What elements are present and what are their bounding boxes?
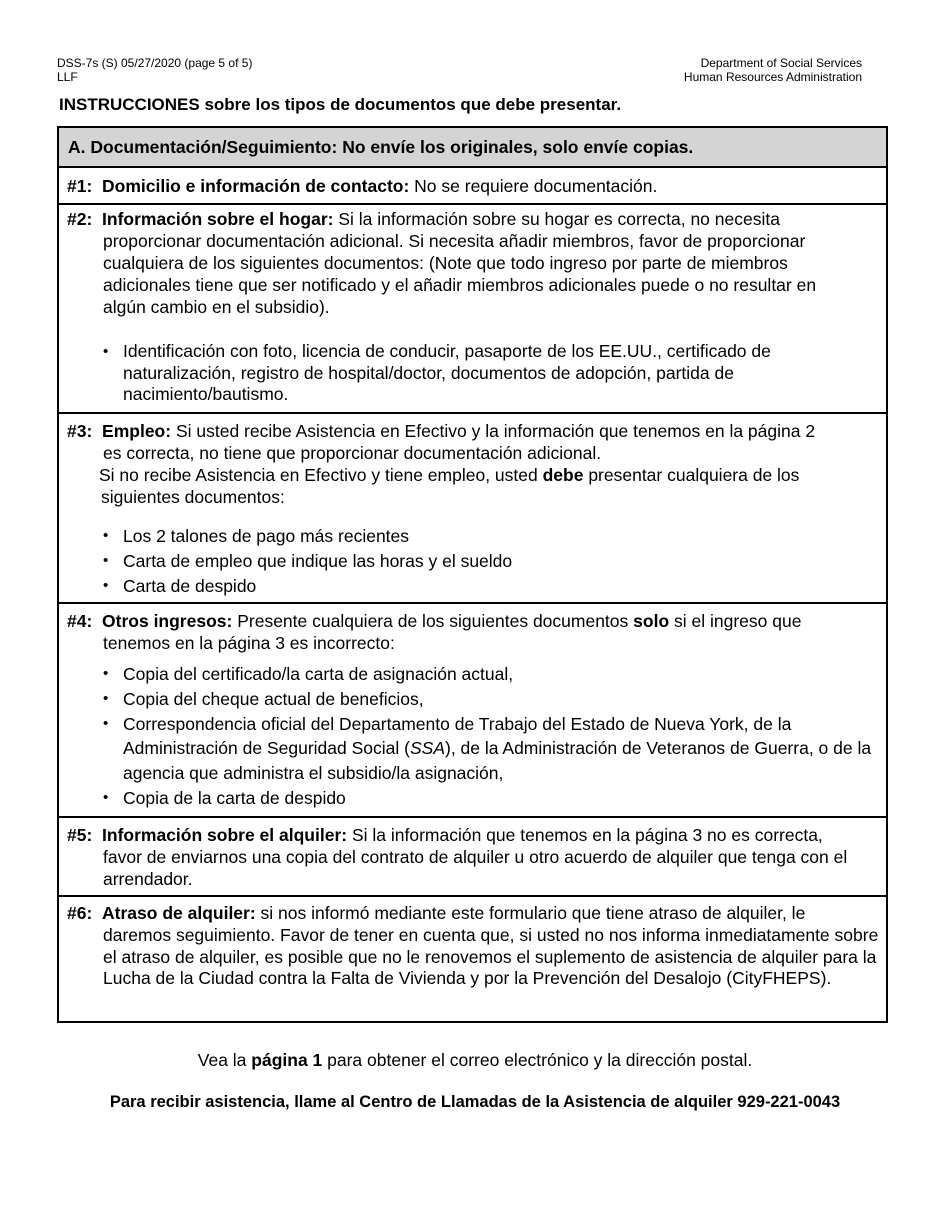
item-6-line-1 [67,903,805,925]
item-3-emphasis: debe [542,465,584,485]
footer-page-ref: página 1 [251,1050,323,1070]
form-id: DSS-7s (S) 05/27/2020 (page 5 of 5) [57,56,253,70]
item-2-text-1: Si la información sobre su hogar es correcta, no necesita [333,209,780,229]
item-2-text-5: algún cambio en el subsidio). [103,297,330,317]
item-2-line-1 [67,209,780,231]
item-3-number: #3: [67,421,93,441]
item-3-text-4: siguientes documentos: [101,487,285,507]
item-3-text-3a: Si no recibe Asistencia en Efectivo y tiene empleo, usted [99,465,543,485]
item-5-row [59,818,886,897]
list-item: • Carta de empleo que indique las horas y el sueldo [103,549,876,574]
division-name: Human Resources Administration [683,70,862,84]
item-5-label: Información sobre el alquiler: [102,825,348,845]
item-5-text-rest: favor de enviarnos una copia del contrato de alquiler u otro acuerdo de alquiler que tenga con el arrendador. [103,847,848,889]
item-3-row [59,414,886,604]
item-1-label: Domicilio e información de contacto: [102,176,410,196]
item-6-text-1: si nos informó mediante este formulario que tiene atraso de alquiler, le [255,903,806,923]
item-4-line-1 [67,611,801,633]
item-6-number: #6: [67,903,93,923]
item-1-row [59,168,886,205]
item-2-row [59,205,886,414]
list-item: • Identificación con foto, licencia de conducir, pasaporte de los EE.UU., certificado de naturalización, registro de hospital/doctor, documentos de adopción, partida de nacimiento/bautismo. [103,341,862,406]
section-a-header: A. Documentación/Seguimiento: No envíe los originales, solo envíe copias. [59,128,886,168]
item-4-bullet-3a: Correspondencia oficial del Departamento de Trabajo del Estado de Nueva York, de la Administración de Seguridad Social ( [123,713,792,759]
item-6-row [59,897,886,1021]
footer-note-c: para obtener el correo electrónico y la dirección postal. [322,1050,753,1070]
item-4-row [59,604,886,818]
item-4-text-1c: si el ingreso que [669,611,802,631]
agency-block [684,56,862,84]
item-2-text-3: cualquiera de los siguientes documentos: (Note que todo ingreso por parte de miembros [103,253,788,273]
item-4-text-2: tenemos en la página 3 es incorrecto: [103,633,395,653]
item-4-ssa: SSA [409,738,445,759]
item-1-text: No se requiere documentación. [409,176,658,196]
list-item: • Los 2 talones de pago más recientes [103,524,876,549]
list-item: • Carta de despido [103,574,876,599]
form-code: LLF [57,70,78,84]
item-3-text-3c: presentar cualquiera de los [583,465,800,485]
item-3-text-1: Si usted recibe Asistencia en Efectivo y la información que tenemos en la página 2 [171,421,816,441]
item-3-line-1 [67,421,815,443]
item-2-bullet-list [103,341,862,406]
item-4-bullet-3c: ), de la Administración de Veteranos de Guerra, o de la agencia que administra el subsidio/la asignación, [123,738,872,784]
item-4-text-1a: Presente cualquiera de los siguientes documentos [232,611,634,631]
item-5-number: #5: [67,825,93,845]
documents-table [57,126,888,1023]
item-3-text-2: es correcta, no tiene que proporcionar documentación adicional. [103,443,602,463]
item-4-emphasis: solo [633,611,670,631]
item-3-text-3 [99,465,878,487]
item-6-text-rest: daremos seguimiento. Favor de tener en cuenta que, si usted no nos informa inmediatamente sobre el atraso de alquiler, es posible que no le renovemos el suplemento de asistencia de alquiler para la Lucha de la Ciudad contra la Falta de Vivienda y por la Prevención del Desalojo (CityFHEPS). [103,925,879,989]
item-5-text-1: Si la información que tenemos en la página 3 no es correcta, [347,825,823,845]
item-1-number: #1: [67,176,93,196]
list-item: • Copia de la carta de despido [103,786,874,811]
footer-note [0,1050,950,1071]
item-4-bullet-list [103,662,874,811]
list-item: • Copia del certificado/la carta de asignación actual, [103,662,874,687]
item-2-label: Información sobre el hogar: [102,209,334,229]
item-2-number: #2: [67,209,93,229]
footer-note-a: Vea la [197,1050,252,1070]
item-2-text-2: proporcionar documentación adicional. Si necesita añadir miembros, favor de proporcionar [103,231,806,251]
instructions-title: INSTRUCCIONES sobre los tipos de documentos que debe presentar. [59,95,622,114]
list-item: • Copia del cheque actual de beneficios, [103,687,874,712]
footer-callcenter: Para recibir asistencia, llame al Centro de Llamadas de la Asistencia de alquiler 929-221-0043 [109,1093,841,1111]
item-5-line-1 [67,825,823,847]
form-id-block [57,56,252,84]
item-2-text-4: adicionales tiene que ser notificado y el añadir miembros adicionales puede o no resultar en [103,275,817,295]
item-6-label: Atraso de alquiler: [102,903,256,923]
item-1-line [67,176,657,198]
item-3-bullet-list [103,524,876,598]
item-4-label: Otros ingresos: [102,611,233,631]
agency-name: Department of Social Services [700,56,862,70]
item-4-number: #4: [67,611,93,631]
item-3-label: Empleo: [102,421,172,441]
list-item [103,712,874,786]
